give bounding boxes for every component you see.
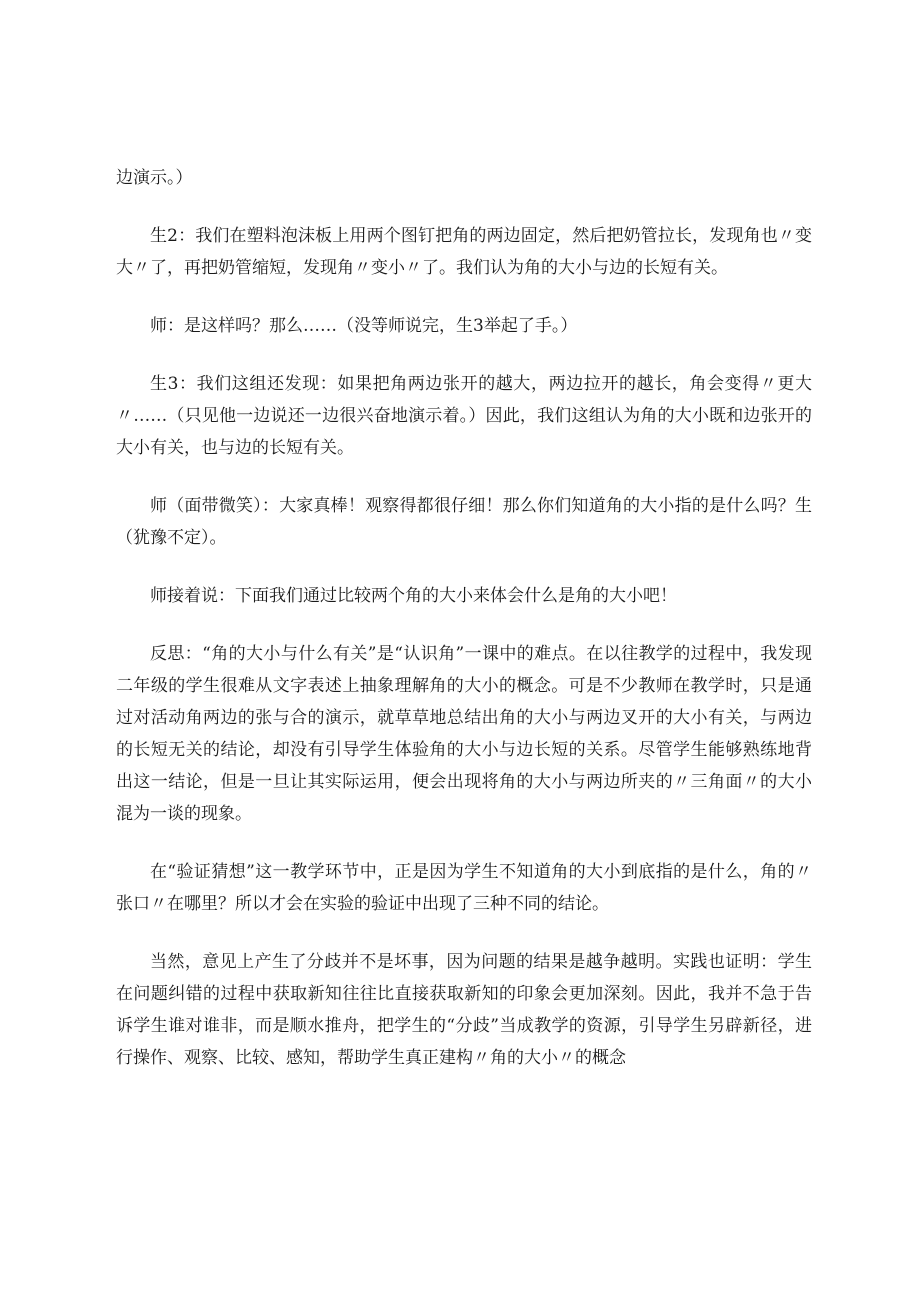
paragraph-verification: 在“验证猜想”这一教学环节中，正是因为学生不知道角的大小到底指的是什么，角的〃张口〃在哪里？所以才会在实验的验证中出现了三种不同的结论。 (116, 862, 812, 914)
paragraph-student-2: 生2：我们在塑料泡沫板上用两个图钉把角的两边固定，然后把奶管拉长，发现角也〃变大〃了，再把奶管缩短，发现角〃变小〃了。我们认为角的大小与边的长短有关。 (116, 226, 812, 278)
paragraph-student-3: 生3：我们这组还发现：如果把角两边张开的越大，两边拉开的越长，角会变得〃更大〃……（只见他一边说还一边很兴奋地演示着。）因此，我们这组认为角的大小既和边张开的大小有关，也与边的长短有关。 (116, 374, 812, 458)
paragraph-reflection: 反思：“角的大小与什么有关”是“认识角”一课中的难点。在以往教学的过程中，我发现二年级的学生很难从文字表述上抽象理解角的大小的概念。可是不少教师在教学时，只是通过对活动角两边的张与合的演示，就草草地总结出角的大小与两边叉开的大小有关，与两边的长短无关的结论，却没有引导学生体验角的大小与边长短的关系。尽管学生能够熟练地背出这一结论，但是一旦让其实际运用，便会出现将角的大小与两边所夹的〃三角面〃的大小混为一谈的现象。 (116, 644, 812, 824)
paragraph-continuation: 边演示。） (116, 168, 193, 188)
paragraph-teacher-question: 师：是这样吗？那么……（没等师说完，生3举起了手。） (150, 316, 578, 336)
paragraph-conclusion: 当然，意见上产生了分歧并不是坏事，因为问题的结果是越争越明。实践也证明：学生在问题纠错的过程中获取新知往往比直接获取新知的印象会更加深刻。因此，我并不急于告诉学生谁对谁非，而是顺水推舟，把学生的“分歧”当成教学的资源，引导学生另辟新径，进行操作、观察、比较、感知，帮助学生真正建构〃角的大小〃的概念 (116, 952, 812, 1068)
paragraph-teacher-continue: 师接着说：下面我们通过比较两个角的大小来体会什么是角的大小吧！ (150, 586, 677, 606)
document-page (116, 162, 812, 1100)
paragraph-teacher-praise: 师（面带微笑）：大家真棒！观察得都很仔细！那么你们知道角的大小指的是什么吗？生（犹豫不定）。 (116, 496, 812, 548)
